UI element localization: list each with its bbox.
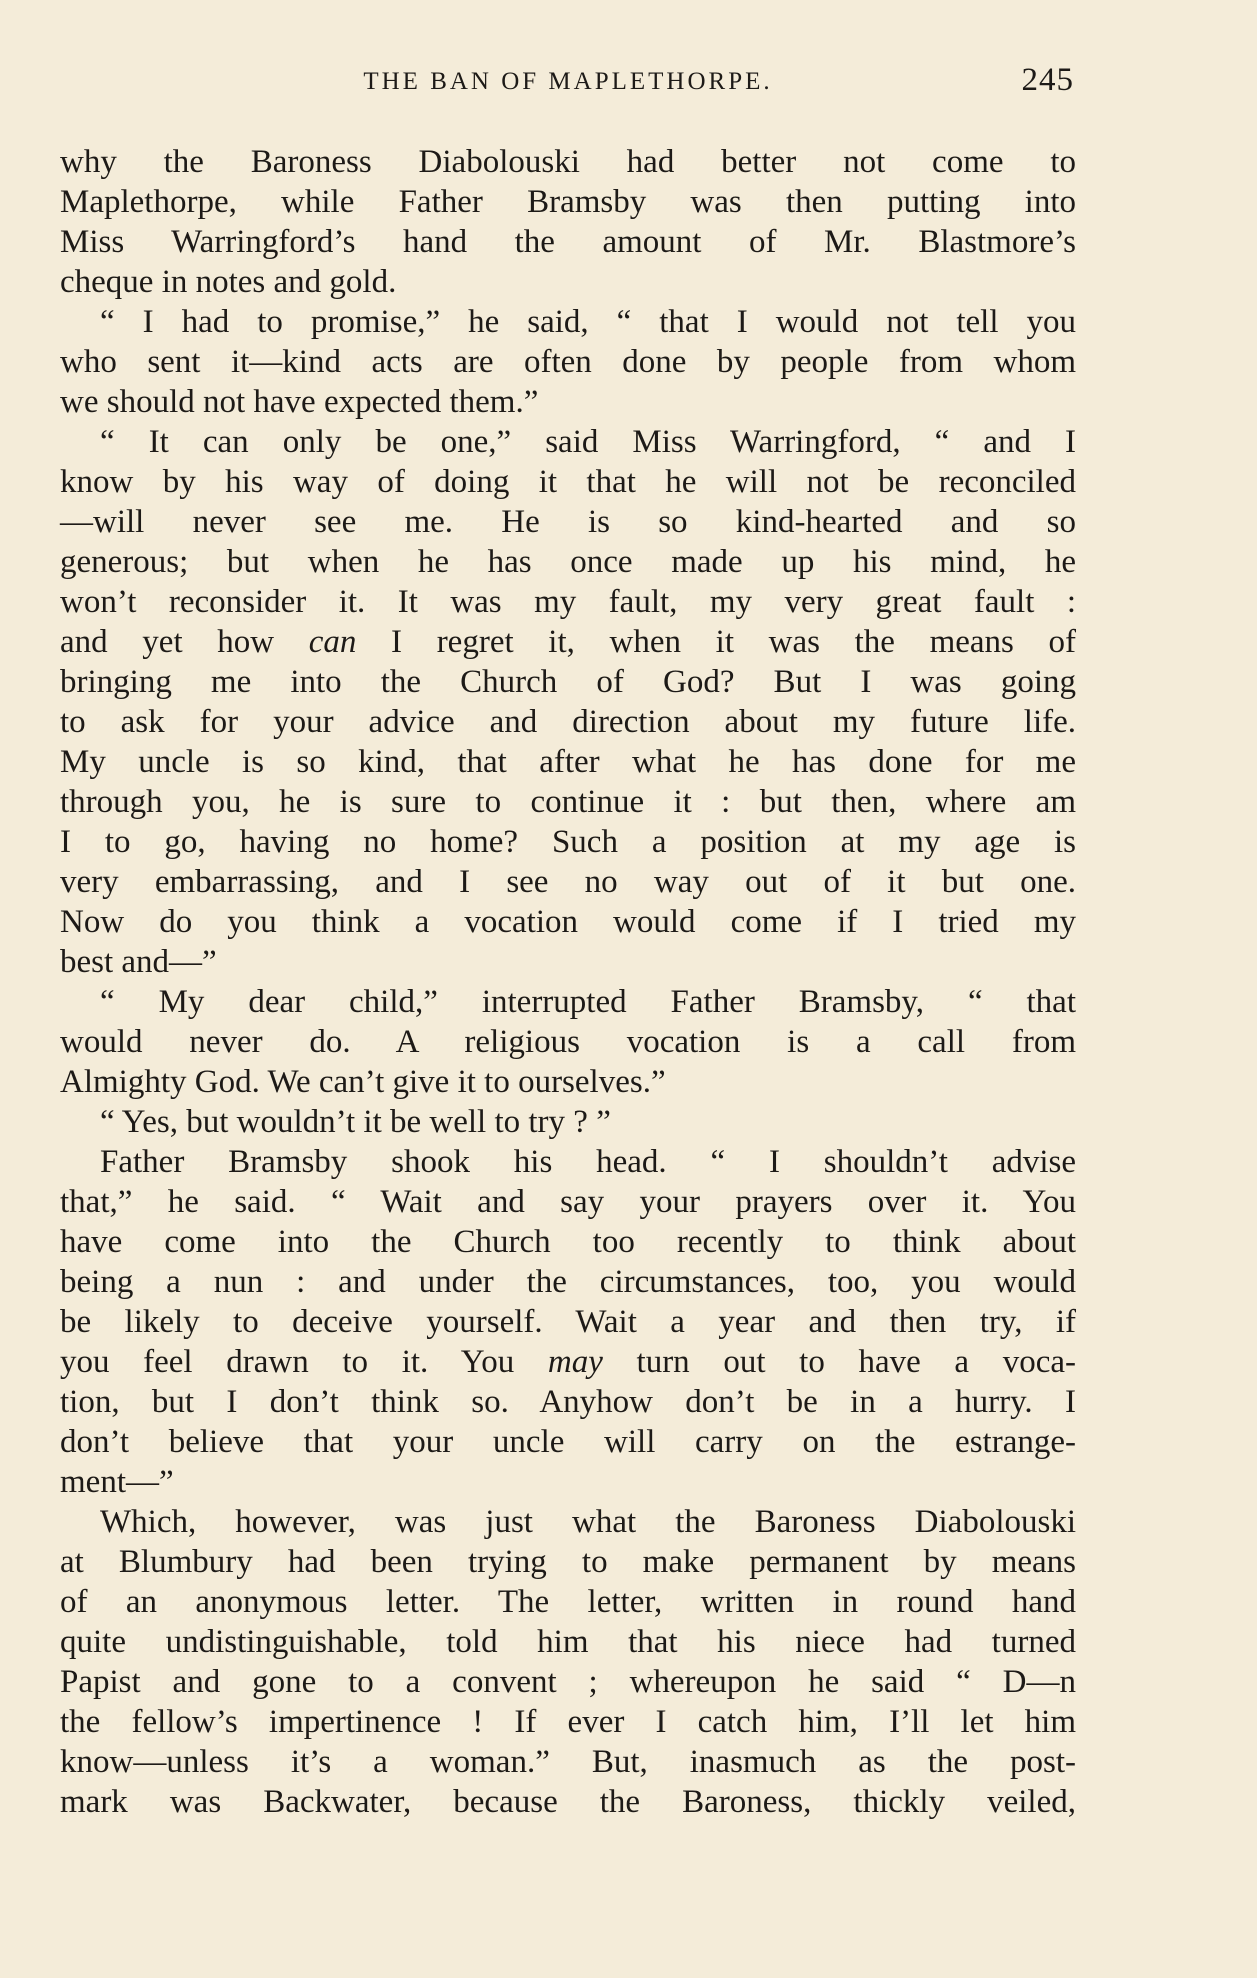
text-line: at Blumbury had been trying to make permanent by means [60,1544,1076,1580]
text-line: ment—” [60,1464,174,1500]
text-line: My uncle is so kind, that after what he has done for me [60,744,1076,780]
emphasis: can [308,624,357,660]
text-line: through you, he is sure to continue it : but then, where am [60,784,1076,820]
text-line: generous; but when he has once made up his mind, he [60,544,1076,580]
text-line: Almighty God. We can’t give it to ourselves.” [60,1064,666,1100]
text-line: of an anonymous letter. The letter, written in round hand [60,1584,1076,1620]
text-line: and yet how can I regret it, when it was the means of [60,624,1077,660]
text-line: Maplethorpe, while Father Bramsby was then putting into [60,184,1076,220]
text-line: best and—” [60,944,217,980]
text-line: very embarrassing, and I see no way out of it but one. [60,864,1076,900]
text-line: mark was Backwater, because the Baroness, thickly veiled, [60,1784,1076,1820]
text-line: know by his way of doing it that he will not be reconciled [60,464,1076,500]
text-line: to ask for your advice and direction about my future life. [60,704,1076,740]
text-line: you feel drawn to it. You may turn out to have a voca- [60,1344,1077,1380]
text-line: “ I had to promise,” he said, “ that I would not tell you [100,304,1076,340]
text-line: won’t reconsider it. It was my fault, my very great fault : [60,584,1076,620]
text-line: have come into the Church too recently to think about [60,1224,1076,1260]
running-title: THE BAN OF MAPLETHORPE. [363,68,773,95]
text-line: Father Bramsby shook his head. “ I shouldn’t advise [100,1144,1076,1180]
text-line: Now do you think a vocation would come if I tried my [60,904,1076,940]
text-line: Papist and gone to a convent ; whereupon he said “ D—n [60,1664,1076,1700]
text-line: quite undistinguishable, told him that his niece had turned [60,1624,1076,1660]
emphasis: may [547,1344,603,1380]
page-number: 245 [1021,62,1074,98]
text-line: “ Yes, but wouldn’t it be well to try ? ” [100,1104,611,1140]
body-text [60,142,1076,1822]
text-line: tion, but I don’t think so. Anyhow don’t be in a hurry. I [60,1384,1076,1420]
text-line: —will never see me. He is so kind-hearted and so [60,504,1076,540]
text-line: who sent it—kind acts are often done by people from whom [60,344,1076,380]
text-line: cheque in notes and gold. [60,264,397,300]
text-line: Miss Warringford’s hand the amount of Mr. Blastmore’s [60,224,1076,260]
text-line: be likely to deceive yourself. Wait a year and then try, if [60,1304,1076,1340]
text-line: bringing me into the Church of God? But I was going [60,664,1076,700]
text-line: “ My dear child,” interrupted Father Bramsby, “ that [100,984,1076,1020]
running-head [62,62,1074,102]
text-line: I to go, having no home? Such a position at my age is [60,824,1076,860]
text-line: we should not have expected them.” [60,384,539,420]
text-line: Which, however, was just what the Baroness Diabolouski [100,1504,1076,1540]
text-line: that,” he said. “ Wait and say your prayers over it. You [60,1184,1076,1220]
text-line: the fellow’s impertinence ! If ever I catch him, I’ll let him [60,1704,1076,1740]
text-line: would never do. A religious vocation is a call from [60,1024,1076,1060]
text-line: know—unless it’s a woman.” But, inasmuch as the post- [60,1744,1076,1780]
text-line: “ It can only be one,” said Miss Warringford, “ and I [100,424,1076,460]
text-line: why the Baroness Diabolouski had better not come to [60,144,1076,180]
text-line: don’t believe that your uncle will carry on the estrange- [60,1424,1076,1460]
text-line: being a nun : and under the circumstances, too, you would [60,1264,1076,1300]
